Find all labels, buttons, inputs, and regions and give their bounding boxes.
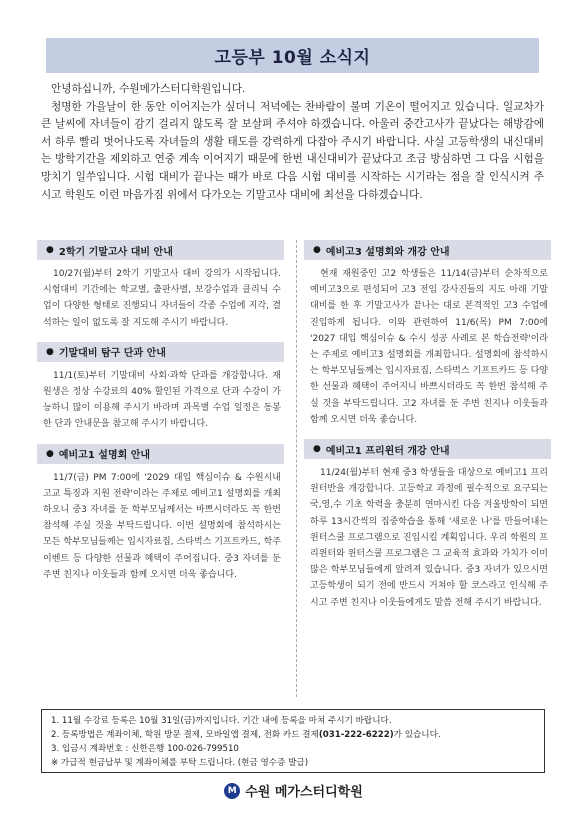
section-text: 11/1(토)부터 기말대비 사회·과학 단과를 개강합니다. 재원생은 정상 수강료의 40% 할인된 가격으로 단과 수강이 가능하니 많이 이용해 주시기 바라며 과목별 수업 일정은 동봉한 단과 안내문을 참고해 주시기 바랍니다.: [43, 370, 281, 430]
bullet-icon: ●: [46, 245, 54, 255]
right-column: [304, 240, 551, 617]
notice-line-4: ※ 가급적 현금납부 및 계좌이체를 부탁 드립니다. (현금 영수증 발급): [51, 758, 309, 768]
section-title: 예비고1 설명회 안내: [58, 450, 151, 462]
section-header: [37, 342, 284, 362]
section-title: 기말대비 탐구 단과 안내: [58, 348, 166, 360]
section-header: [37, 444, 284, 464]
section-header: [304, 439, 551, 459]
section-body: [37, 260, 284, 337]
column-divider: [296, 240, 297, 697]
section-header: [304, 240, 551, 260]
section-text: 10/27(월)부터 2학기 기말고사 대비 강의가 시작됩니다. 시험대비 기간에는 학교별, 출판사별, 보강수업과 클리닉 수업이 다양한 형태로 진행되니 자녀들이 각종 수업에 지각, 결석하는 일이 없도록 잘 지도해 주시기 바랍니다.: [43, 269, 281, 328]
section-inquiry-course: [37, 342, 284, 439]
section-title: 예비고1 프리윈터 개강 안내: [325, 445, 450, 457]
notice-phone: (031-222-6222): [318, 730, 394, 740]
section-header: [37, 240, 284, 260]
bullet-icon: ●: [46, 346, 54, 357]
footer: [0, 781, 587, 800]
left-column: [37, 240, 284, 589]
notice-line-3: 3. 입금시 계좌번호 : 신한은행 100-026-799510: [51, 744, 239, 754]
notice-line-1: 1. 11월 수강료 등록은 10월 31일(금)까지입니다. 기간 내에 등록을 마쳐 주시기 바랍니다.: [51, 716, 392, 726]
section-text: 11/7(금) PM 7:00에 '2029 대입 핵심이슈 & 수원시내 고교 특징과 지원 전략'이라는 주제로 예비고1 설명회를 개최하오니 중3 자녀를 둔 학부모님께서는 바쁘시더라도 꼭 한번 참석해 주실 것을 부탁드립니다. 이번 설명회에 참석하시는 모든 학부모님들께는 입시자료집, 스타벅스 기프트카드, 학주 이벤트 등 다양한 선물과 혜택이 주어집니다. 중3 자녀를 둔 주변 친지나 이웃들과 함께 오시면 더욱 좋습니다.: [43, 472, 281, 580]
section-body: [37, 464, 284, 589]
academy-name: 수원 메가스터디학원: [245, 785, 363, 800]
section-text: 11/24(월)부터 현재 중3 학생들을 대상으로 예비고1 프리윈터반을 개강합니다. 고등학교 과정에 필수적으로 요구되는 국,영,수 기초 학력을 충분히 연마시킨 다음 겨울방학이 되면 하루 13시간씩의 집중학습을 통해 '새로운 나'를 만들어내는 윈터스쿨 프로그램으로 진입시킬 계획입니다. 우리 학원의 프리윈터와 윈터스쿨 프로그램은 그 교육적 효과와 가치가 이미 많은 학부모님들에게 알려져 있습니다. 중3 자녀가 있으시면 고등학생이 되기 전에 반드시 거쳐야 할 코스라고 인식해 주시고 주변 친지나 이웃들에게도 말씀 전해 주시기 바랍니다.: [310, 468, 548, 608]
notice-line-2-text: 2. 등록방법은 계좌이체, 학원 방문 결제, 모바일앱 결제, 전화 카드 결제: [51, 730, 319, 740]
bullet-icon: ●: [313, 444, 321, 455]
bullet-icon: ●: [313, 245, 321, 255]
section-pre-g3: [304, 240, 551, 434]
section-title: 예비고3 설명회와 개강 안내: [325, 246, 450, 258]
section-pre-g1-briefing: [37, 444, 284, 589]
bullet-icon: ●: [46, 448, 54, 459]
section-body: [304, 260, 551, 434]
intro-paragraph: 청명한 가을날이 한 동안 이어지는가 싶더니 저녁에는 찬바람이 불며 기온이 떨어지고 있습니다. 일교차가 큰 날씨에 자녀들이 감기 걸리지 않도록 잘 보살펴 주셔야 하겠습니다. 아울러 중간고사가 끝났다는 해방감에서 하루 빨리 벗어나도록 자녀들의 생활 태도를 강력하게 다잡아 주시기 바랍니다. 사실 고등학생의 내신대비는 방학기간을 제외하고 연중 계속 이어지기 때문에 한번 내신대비가 끝났다고 조금 방심하면 그 다음 시험을 망치기 일쑤입니다. 시험 대비가 끝나는 때가 바로 다음 시험 대비를 시작하는 시기라는 점을 잘 인식시켜 주시고 학원도 이런 마음가짐 위에서 다가오는 기말고사 대비에 최선을 다하겠습니다.: [41, 100, 544, 201]
notice-line-2: [51, 728, 535, 742]
title-banner: [46, 38, 539, 73]
notice-line-2-end: 가 있습니다.: [393, 730, 441, 740]
page-title: 고등부 10월 소식지: [214, 48, 371, 68]
section-pre-winter: [304, 439, 551, 617]
section-body: [37, 362, 284, 439]
payment-notice-box: [41, 709, 545, 773]
intro-text: [41, 81, 544, 204]
academy-logo-icon: M: [224, 783, 240, 799]
section-final-exam: [37, 240, 284, 337]
intro-greeting: 안녕하십니까, 수원메가스터디학원입니다.: [51, 83, 246, 95]
section-body: [304, 459, 551, 617]
section-title: 2학기 기말고사 대비 안내: [58, 246, 173, 258]
section-text: 현재 재원중인 고2 학생들은 11/14(금)부터 순차적으로 예비고3으로 편성되어 고3 전임 강사진들의 지도 아래 기말대비를 한 후 기말고사가 끝나는 대로 본격적인 고3 수업에 진입하게 됩니다. 이와 관련하여 11/6(목) PM 7:00에 '2027 대입 핵심이슈 & 수시 성공 사례로 본 학습전략'이라는 주제로 예비고3 설명회를 개최합니다. 설명회에 참석하시는 학부모님들께는 입시자료집, 스타벅스 기프트카드 등 다양한 선물과 혜택이 주어지니 바쁘시더라도 꼭 한번 참석해 주실 것을 부탁드립니다. 고2 자녀를 둔 주변 친지나 이웃들과 함께 오시면 더욱 좋습니다.: [310, 269, 548, 425]
